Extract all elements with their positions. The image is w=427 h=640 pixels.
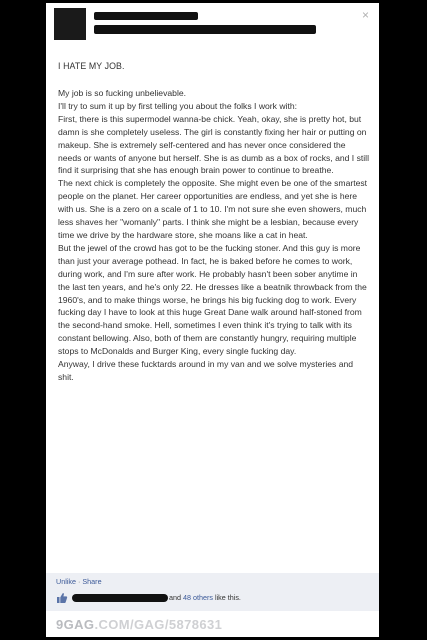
likes-summary xyxy=(56,591,376,605)
action-separator: · xyxy=(77,577,81,586)
note-paragraph: My job is so fucking unbelievable. xyxy=(58,88,187,98)
note-body xyxy=(58,87,370,384)
unlike-link[interactable]: Unlike xyxy=(56,577,76,586)
post-card xyxy=(46,3,379,637)
post-header xyxy=(46,3,379,47)
likes-text xyxy=(169,593,241,602)
redacted-author-subtitle xyxy=(94,25,316,34)
watermark xyxy=(56,617,222,632)
note-paragraph: But the jewel of the crowd has got to be the fucking stoner. And this guy is more than just your average pothead. In fact, he is baked before he comes to work, during work, and I'm sure after work. He probably hasn't been sober anytime in the last ten years, and he's only 22. He dresses like a beatnik throwback from the 1960's, and to make things worse, he brings his big fucking dog to work. Every fucking day I have to look at this huge Great Dane walk around half-stoned from the second-hand smoke. Hell, sometimes I even think it's trying to talk with its constant bellowing. Also, both of them are constantly hungry, requiring multiple stops to McDonalds and Burger King, every single fucking day. xyxy=(58,242,367,357)
post-actions xyxy=(56,577,102,586)
note-paragraph: Anyway, I drive these fucktards around in my van and we solve mysteries and shit. xyxy=(58,359,354,382)
post-footer xyxy=(46,573,379,611)
note-paragraph: First, there is this supermodel wanna-be chick. Yeah, okay, she is pretty hot, but damn is she completely useless. The girl is constantly fixing her hair or putting on makeup. She is extremely self-centered and has never once considered the needs or wants of anyone but herself. She is as dumb as a box of rocks, and I still find it surprising that she has enough brain power to continue to breathe. xyxy=(58,113,369,176)
redacted-author-name xyxy=(94,12,198,20)
others-link[interactable]: 48 others xyxy=(183,593,213,602)
note-paragraph: I'll try to sum it up by first telling you about the folks I work with: xyxy=(58,100,298,111)
likes-suffix: like this. xyxy=(214,593,241,602)
watermark-path: .COM/GAG/5878631 xyxy=(94,617,223,632)
thumbs-up-icon xyxy=(56,592,68,604)
watermark-brand: 9GAG xyxy=(56,617,95,632)
share-link[interactable]: Share xyxy=(82,577,102,586)
avatar[interactable] xyxy=(54,8,86,40)
likes-prefix: and xyxy=(169,593,181,602)
note-paragraph: The next chick is completely the opposite. She might even be one of the smartest people on the planet. Her career opportunities are endless, and yet she is here with us. She is a zero on a scale of 1 to 10. I'm not sure she even showers, much less shaves her "womanly" parts. I think she might be a lesbian, because every time we drive by the hardware store, she moans like a cat in heat. xyxy=(58,178,368,240)
redacted-likers xyxy=(72,594,168,602)
close-icon[interactable]: × xyxy=(361,8,369,22)
note-title: I HATE MY JOB. xyxy=(58,61,125,71)
